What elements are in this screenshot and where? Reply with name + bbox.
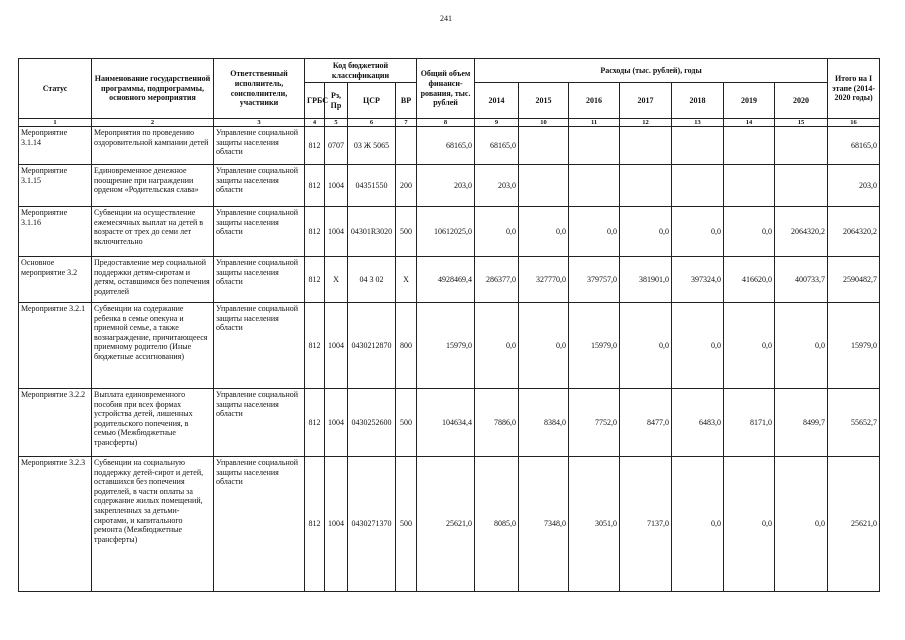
- vr-cell: 800: [396, 303, 417, 389]
- rzpr-cell: 1004: [325, 457, 348, 592]
- table-row: [19, 207, 880, 257]
- year-2015-cell: 8384,0: [519, 389, 569, 457]
- rzpr-cell: Х: [325, 257, 348, 303]
- column-number: 1: [19, 119, 92, 127]
- status-cell: Мероприятие 3.2.1: [19, 303, 92, 389]
- vr-cell: [396, 127, 417, 165]
- total-cell: 104634,4: [417, 389, 475, 457]
- total-cell: 15979,0: [417, 303, 475, 389]
- header-year-2017: 2017: [620, 83, 672, 119]
- header-year-2020: 2020: [775, 83, 828, 119]
- result-cell: 2590482,7: [828, 257, 880, 303]
- status-cell: Мероприятие 3.2.3: [19, 457, 92, 592]
- column-number: 13: [672, 119, 724, 127]
- year-2014-cell: 68165,0: [475, 127, 519, 165]
- name-cell: Субвенции на социальную поддержку детей-сирот и детей, оставшихся без попечения родителей, в части оплаты за содержание жилых помещений, закрепленных за детьми-сиротами, и капитального ремонта (Межбюджетные трансферты): [92, 457, 214, 592]
- header-status: Статус: [19, 59, 92, 119]
- year-2020-cell: 8499,7: [775, 389, 828, 457]
- year-2015-cell: 7348,0: [519, 457, 569, 592]
- year-2020-cell: [775, 127, 828, 165]
- rzpr-cell: 1004: [325, 303, 348, 389]
- header-code: Код бюджетной классификации: [305, 59, 417, 83]
- executor-cell: Управление социальной защиты населения области: [214, 207, 305, 257]
- result-cell: 15979,0: [828, 303, 880, 389]
- name-cell: Мероприятия по проведению оздоровительной кампании детей: [92, 127, 214, 165]
- year-2019-cell: 0,0: [724, 303, 775, 389]
- rzpr-cell: 1004: [325, 165, 348, 207]
- executor-cell: Управление социальной защиты населения области: [214, 257, 305, 303]
- grbs-cell: 812: [305, 303, 325, 389]
- year-2018-cell: [672, 127, 724, 165]
- year-2015-cell: [519, 127, 569, 165]
- year-2017-cell: 0,0: [620, 303, 672, 389]
- year-2019-cell: 0,0: [724, 207, 775, 257]
- year-2018-cell: 0,0: [672, 457, 724, 592]
- status-cell: Мероприятие 3.1.16: [19, 207, 92, 257]
- year-2019-cell: 416620,0: [724, 257, 775, 303]
- column-number-row: [19, 119, 880, 127]
- total-cell: 203,0: [417, 165, 475, 207]
- csr-cell: 04351550: [348, 165, 396, 207]
- total-cell: 25621,0: [417, 457, 475, 592]
- year-2017-cell: 0,0: [620, 207, 672, 257]
- year-2017-cell: 381901,0: [620, 257, 672, 303]
- grbs-cell: 812: [305, 457, 325, 592]
- year-2014-cell: 203,0: [475, 165, 519, 207]
- grbs-cell: 812: [305, 207, 325, 257]
- vr-cell: Х: [396, 257, 417, 303]
- table-row: [19, 127, 880, 165]
- table-row: [19, 165, 880, 207]
- column-number: 4: [305, 119, 325, 127]
- table-row: [19, 389, 880, 457]
- year-2017-cell: 7137,0: [620, 457, 672, 592]
- result-cell: 203,0: [828, 165, 880, 207]
- column-number: 3: [214, 119, 305, 127]
- header-grbs: ГРБС: [305, 83, 325, 119]
- year-2020-cell: 0,0: [775, 457, 828, 592]
- status-cell: Мероприятие 3.1.14: [19, 127, 92, 165]
- year-2016-cell: 3051,0: [569, 457, 620, 592]
- year-2018-cell: 6483,0: [672, 389, 724, 457]
- year-2019-cell: [724, 127, 775, 165]
- total-cell: 4928469,4: [417, 257, 475, 303]
- csr-cell: 0430252600: [348, 389, 396, 457]
- budget-table: [18, 58, 880, 592]
- executor-cell: Управление социальной защиты населения области: [214, 389, 305, 457]
- column-number: 12: [620, 119, 672, 127]
- grbs-cell: 812: [305, 389, 325, 457]
- year-2015-cell: 0,0: [519, 207, 569, 257]
- column-number: 8: [417, 119, 475, 127]
- year-2018-cell: [672, 165, 724, 207]
- name-cell: Единовременное денежное поощрение при награждении орденом «Родительская слава»: [92, 165, 214, 207]
- vr-cell: 200: [396, 165, 417, 207]
- year-2014-cell: 8085,0: [475, 457, 519, 592]
- year-2016-cell: 7752,0: [569, 389, 620, 457]
- year-2015-cell: 0,0: [519, 303, 569, 389]
- table-row: [19, 257, 880, 303]
- header-year-2019: 2019: [724, 83, 775, 119]
- executor-cell: Управление социальной защиты населения области: [214, 457, 305, 592]
- year-2016-cell: [569, 127, 620, 165]
- rzpr-cell: 1004: [325, 389, 348, 457]
- page-number: 241: [440, 14, 452, 23]
- year-2018-cell: 0,0: [672, 207, 724, 257]
- result-cell: 55652,7: [828, 389, 880, 457]
- status-cell: Мероприятие 3.1.15: [19, 165, 92, 207]
- csr-cell: 03 Ж 5065: [348, 127, 396, 165]
- header-executor: Ответственный исполнитель, соисполнители, участники: [214, 59, 305, 119]
- year-2015-cell: 327770,0: [519, 257, 569, 303]
- vr-cell: 500: [396, 457, 417, 592]
- year-2019-cell: [724, 165, 775, 207]
- header-result: Итого на I этапе (2014-2020 годы): [828, 59, 880, 119]
- year-2019-cell: 8171,0: [724, 389, 775, 457]
- csr-cell: 0430271370: [348, 457, 396, 592]
- column-number: 10: [519, 119, 569, 127]
- grbs-cell: 812: [305, 257, 325, 303]
- vr-cell: 500: [396, 207, 417, 257]
- column-number: 14: [724, 119, 775, 127]
- executor-cell: Управление социальной защиты населения области: [214, 165, 305, 207]
- year-2016-cell: 0,0: [569, 207, 620, 257]
- header-rzpr: Рз, Пр: [325, 83, 348, 119]
- year-2017-cell: 8477,0: [620, 389, 672, 457]
- header-csr: ЦСР: [348, 83, 396, 119]
- column-number: 6: [348, 119, 396, 127]
- csr-cell: 0430212870: [348, 303, 396, 389]
- header-year-2014: 2014: [475, 83, 519, 119]
- executor-cell: Управление социальной защиты населения области: [214, 127, 305, 165]
- rzpr-cell: 0707: [325, 127, 348, 165]
- csr-cell: 04301R3020: [348, 207, 396, 257]
- header-year-2018: 2018: [672, 83, 724, 119]
- year-2020-cell: 0,0: [775, 303, 828, 389]
- year-2016-cell: 15979,0: [569, 303, 620, 389]
- total-cell: 68165,0: [417, 127, 475, 165]
- name-cell: Предоставление мер социальной поддержки детям-сиротам и детям, оставшимся без попечения родителей: [92, 257, 214, 303]
- year-2014-cell: 286377,0: [475, 257, 519, 303]
- year-2016-cell: 379757,0: [569, 257, 620, 303]
- header-expenses: Расходы (тыс. рублей), годы: [475, 59, 828, 83]
- grbs-cell: 812: [305, 127, 325, 165]
- column-number: 5: [325, 119, 348, 127]
- column-number: 2: [92, 119, 214, 127]
- column-number: 7: [396, 119, 417, 127]
- column-number: 15: [775, 119, 828, 127]
- column-number: 16: [828, 119, 880, 127]
- column-number: 11: [569, 119, 620, 127]
- executor-cell: Управление социальной защиты населения области: [214, 303, 305, 389]
- year-2014-cell: 7886,0: [475, 389, 519, 457]
- year-2020-cell: 2064320,2: [775, 207, 828, 257]
- header-total: Общий объем финанси-рования, тыс. рублей: [417, 59, 475, 119]
- year-2017-cell: [620, 127, 672, 165]
- header-vr: ВР: [396, 83, 417, 119]
- result-cell: 25621,0: [828, 457, 880, 592]
- year-2020-cell: 400733,7: [775, 257, 828, 303]
- name-cell: Выплата единовременного пособия при всех формах устройства детей, лишенных родительского попечения, в семью (Межбюджетные трансферты): [92, 389, 214, 457]
- result-cell: 2064320,2: [828, 207, 880, 257]
- table-row: [19, 303, 880, 389]
- table-row: [19, 457, 880, 592]
- year-2018-cell: 397324,0: [672, 257, 724, 303]
- grbs-cell: 812: [305, 165, 325, 207]
- rzpr-cell: 1004: [325, 207, 348, 257]
- year-2015-cell: [519, 165, 569, 207]
- header-name: Наименование государственной программы, подпрограммы, основного мероприятия: [92, 59, 214, 119]
- name-cell: Субвенции на осуществление ежемесячных выплат на детей в возрасте от трех до семи лет включительно: [92, 207, 214, 257]
- year-2016-cell: [569, 165, 620, 207]
- year-2017-cell: [620, 165, 672, 207]
- year-2020-cell: [775, 165, 828, 207]
- year-2014-cell: 0,0: [475, 207, 519, 257]
- year-2014-cell: 0,0: [475, 303, 519, 389]
- status-cell: Мероприятие 3.2.2: [19, 389, 92, 457]
- header-year-2015: 2015: [519, 83, 569, 119]
- header-year-2016: 2016: [569, 83, 620, 119]
- vr-cell: 500: [396, 389, 417, 457]
- name-cell: Субвенции на содержание ребенка в семье опекуна и приемной семье, а также вознаграждение, причитающееся приемному родителю (Иные бюджетные ассигнования): [92, 303, 214, 389]
- year-2019-cell: 0,0: [724, 457, 775, 592]
- total-cell: 10612025,0: [417, 207, 475, 257]
- year-2018-cell: 0,0: [672, 303, 724, 389]
- csr-cell: 04 3 02: [348, 257, 396, 303]
- result-cell: 68165,0: [828, 127, 880, 165]
- status-cell: Основное мероприятие 3.2: [19, 257, 92, 303]
- column-number: 9: [475, 119, 519, 127]
